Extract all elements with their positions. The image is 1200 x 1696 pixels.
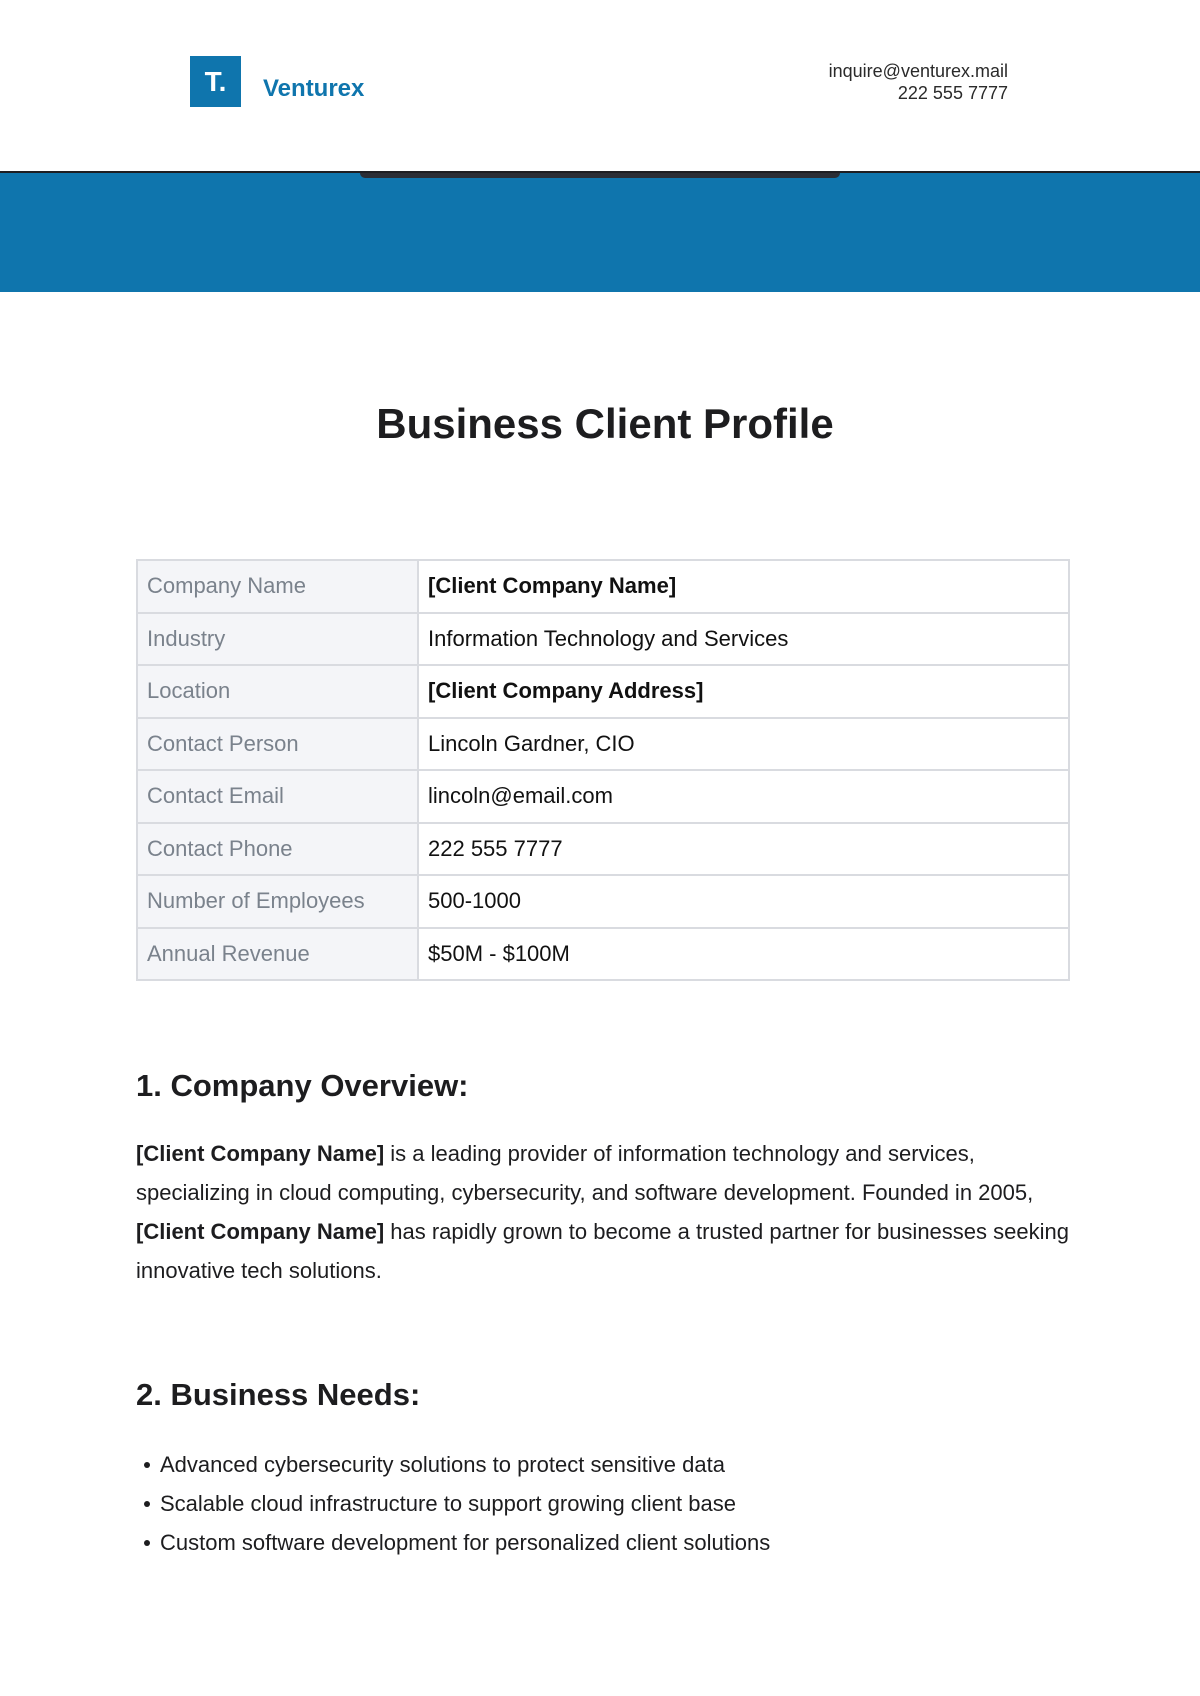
- row-label: Industry: [137, 613, 418, 666]
- table-row: [137, 928, 1069, 981]
- row-label: Company Name: [137, 560, 418, 613]
- header-phone: 222 555 7777: [897, 83, 1008, 103]
- client-profile-table: [136, 559, 1070, 981]
- overview-heading: 1. Company Overview:: [136, 1068, 469, 1103]
- overview-text-part2: has rapidly grown to become a trusted partner for businesses seeking innovative tech solutions.: [136, 1219, 1069, 1283]
- row-label: Contact Phone: [137, 823, 418, 876]
- list-item-text: Advanced cybersecurity solutions to protect sensitive data: [160, 1452, 725, 1477]
- brand-name: Venturex: [263, 75, 365, 102]
- table-row: [137, 718, 1069, 771]
- table-row: [137, 823, 1069, 876]
- list-item-text: Scalable cloud infrastructure to support growing client base: [160, 1491, 736, 1516]
- table-row: [137, 665, 1069, 718]
- overview-paragraph: [136, 1134, 1076, 1290]
- table-row: [137, 770, 1069, 823]
- company-name-placeholder: [Client Company Name]: [136, 1141, 385, 1166]
- list-item-text: Custom software development for personalized client solutions: [160, 1530, 771, 1555]
- row-value: $50M - $100M: [418, 928, 1069, 981]
- table-row: [137, 875, 1069, 928]
- header-email: inquire@venturex.mail: [828, 61, 1008, 81]
- brand-logo-icon: [190, 56, 241, 107]
- row-label: Contact Email: [137, 770, 418, 823]
- page-title: Business Client Profile: [376, 400, 834, 447]
- overview-text-part1: is a leading provider of information technology and services, specializing in cloud computing, cybersecurity, and software development. Founded in 2005,: [136, 1141, 1034, 1205]
- header-contact: [829, 60, 1008, 104]
- bullet-icon: [144, 1540, 150, 1546]
- list-item: [136, 1445, 1076, 1484]
- row-value: [Client Company Name]: [418, 560, 1069, 613]
- table-row: [137, 560, 1069, 613]
- row-value: [Client Company Address]: [418, 665, 1069, 718]
- row-value: Lincoln Gardner, CIO: [418, 718, 1069, 771]
- company-name-placeholder: [Client Company Name]: [136, 1219, 385, 1244]
- header: [0, 0, 1200, 172]
- list-item: [136, 1523, 1076, 1562]
- row-label: Contact Person: [137, 718, 418, 771]
- bullet-icon: [144, 1501, 150, 1507]
- row-value: 222 555 7777: [418, 823, 1069, 876]
- logo-letter: T.: [204, 65, 227, 97]
- row-value: lincoln@email.com: [418, 770, 1069, 823]
- bullet-icon: [144, 1462, 150, 1468]
- business-needs-list: [136, 1445, 1076, 1562]
- row-value: 500-1000: [418, 875, 1069, 928]
- banner-tab-accent: [360, 173, 840, 178]
- list-item: [136, 1484, 1076, 1523]
- table-row: [137, 613, 1069, 666]
- needs-heading: 2. Business Needs:: [136, 1377, 421, 1412]
- row-value: Information Technology and Services: [418, 613, 1069, 666]
- row-label: Number of Employees: [137, 875, 418, 928]
- row-label: Location: [137, 665, 418, 718]
- row-label: Annual Revenue: [137, 928, 418, 981]
- banner: [0, 173, 1200, 292]
